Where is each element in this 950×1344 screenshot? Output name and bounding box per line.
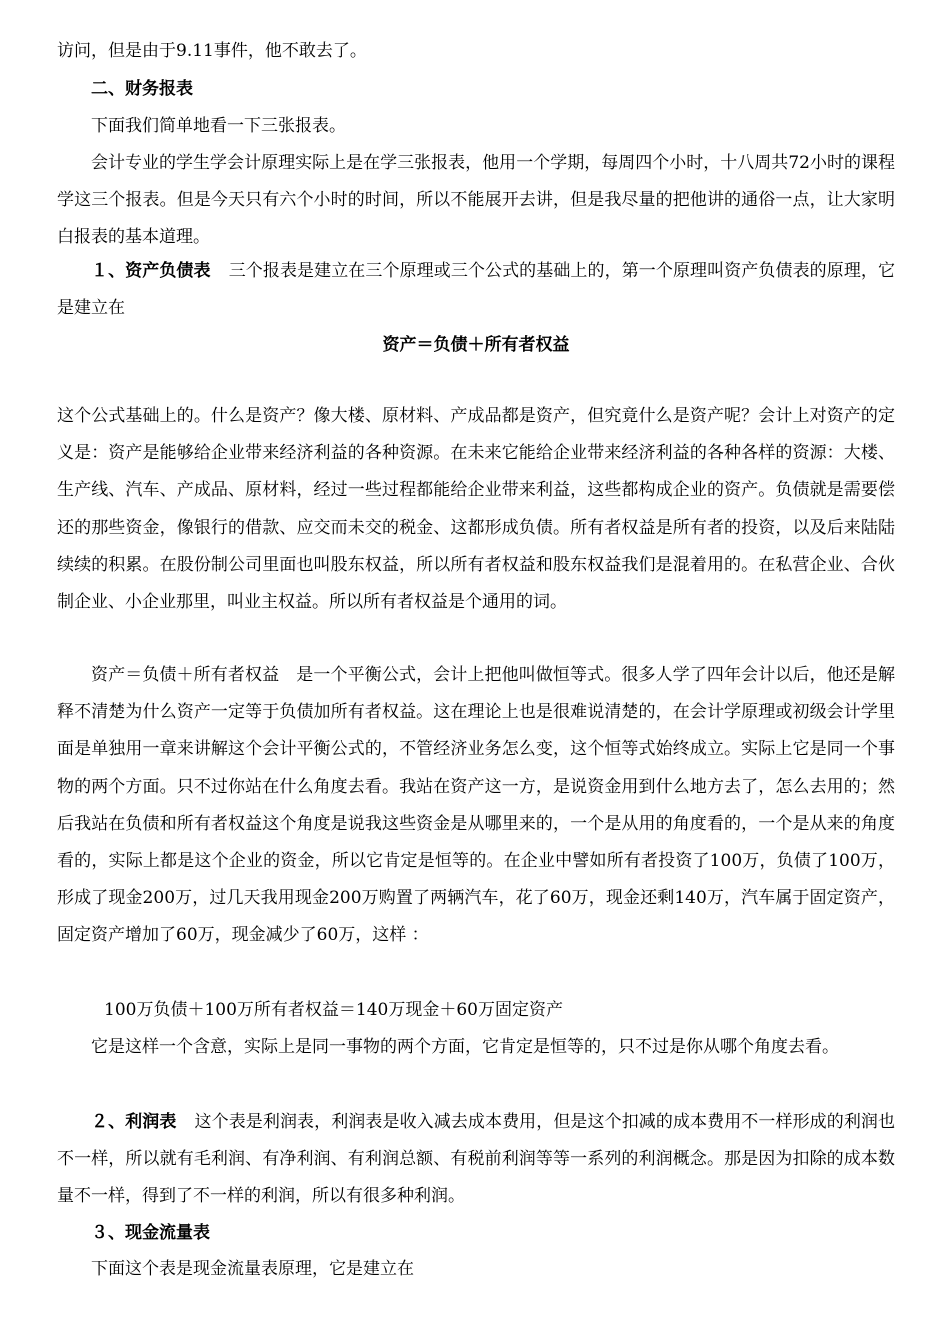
paragraph-course-description: 会计专业的学生学会计原理实际上是在学三张报表，他用一个学期，每周四个小时，十八周共72小时的课程学这三个报表。但是今天只有六个小时的时间，所以不能展开去讲，但是我尽量的把他讲的通俗一点，让大家明白报表的基本道理。 — [57, 153, 895, 248]
formula-example: 100万负债＋100万所有者权益＝140万现金＋60万固定资产 — [104, 1000, 563, 1020]
paragraph-assets-definition: 这个公式基础上的。什么是资产？像大楼、原材料、产成品都是资产，但究竟什么是资产呢？会计上对资产的定义是：资产是能够给企业带来经济利益的各种资源。在未来它能给企业带来经济利益的各种各样的资源：大楼、生产线、汽车、产成品、原材料，经过一些过程都能给企业带来利益，这些都构成企业的资产。负债就是需要偿还的那些资金，像银行的借款、应交而未交的税金、这都形成负债。所有者权益是所有者的投资，以及后来陆陆续续的积累。在股份制公司里面也叫股东权益，所以所有者权益和股东权益我们是混着用的。在私营企业、合伙制企业、小企业那里，叫业主权益。所以所有者权益是个通用的词。 — [57, 406, 895, 613]
section-income-statement-title: ２、利润表 — [91, 1112, 177, 1132]
section-balance-sheet-intro: 三个报表是建立在三个原理或三个公式的基础上的，第一个原理叫资产负债表的原理，它是建立在 — [57, 261, 895, 319]
section-income-statement — [57, 1104, 895, 1216]
heading-financial-statements: 二、财务报表 — [91, 79, 193, 99]
paragraph-cash-flow: 下面这个表是现金流量表原理，它是建立在 — [91, 1259, 414, 1279]
section-balance-sheet-title: １、资产负债表 — [91, 261, 211, 281]
section-balance-sheet — [57, 253, 895, 327]
paragraph-balance-equation: 资产＝负债＋所有者权益 是一个平衡公式，会计上把他叫做恒等式。很多人学了四年会计以后，他还是解释不清楚为什么资产一定等于负债加所有者权益。这在理论上也是很难说清楚的，在会计学原理或初级会计学里面是单独用一章来讲解这个会计平衡公式的，不管经济业务怎么变，这个恒等式始终成立。实际上它是同一个事物的两个方面。只不过你站在什么角度去看。我站在资产这一方，是说资金用到什么地方去了，怎么去用的；然后我站在负债和所有者权益这个角度是说我这些资金是从哪里来的，一个是从用的角度看的，一个是从来的角度看的，实际上都是这个企业的资金，所以它肯定是恒等的。在企业中譬如所有者投资了100万，负债了100万，形成了现金200万，过几天我用现金200万购置了两辆汽车，花了60万，现金还剩140万，汽车属于固定资产，固定资产增加了60万，现金减少了60万，这样 ： — [57, 665, 895, 946]
section-income-statement-text: 这个表是利润表，利润表是收入减去成本费用，但是这个扣减的成本费用不一样形成的利润也不一样，所以就有毛利润、有净利润、有利润总额、有税前利润等等一系列的利润概念。那是因为扣除的成本数量不一样，得到了不一样的利润，所以有很多种利润。 — [57, 1112, 896, 1207]
formula-accounting-equation: 资产＝负债＋所有者权益 — [382, 335, 570, 355]
paragraph-explanation: 它是这样一个含意，实际上是同一事物的两个方面，它肯定是恒等的，只不过是你从哪个角度去看。 — [91, 1037, 839, 1057]
paragraph-continuation: 访问，但是由于9.11事件，他不敢去了。 — [57, 41, 367, 61]
paragraph-intro: 下面我们简单地看一下三张报表。 — [91, 116, 346, 136]
section-cash-flow-title: ３、现金流量表 — [91, 1223, 210, 1243]
